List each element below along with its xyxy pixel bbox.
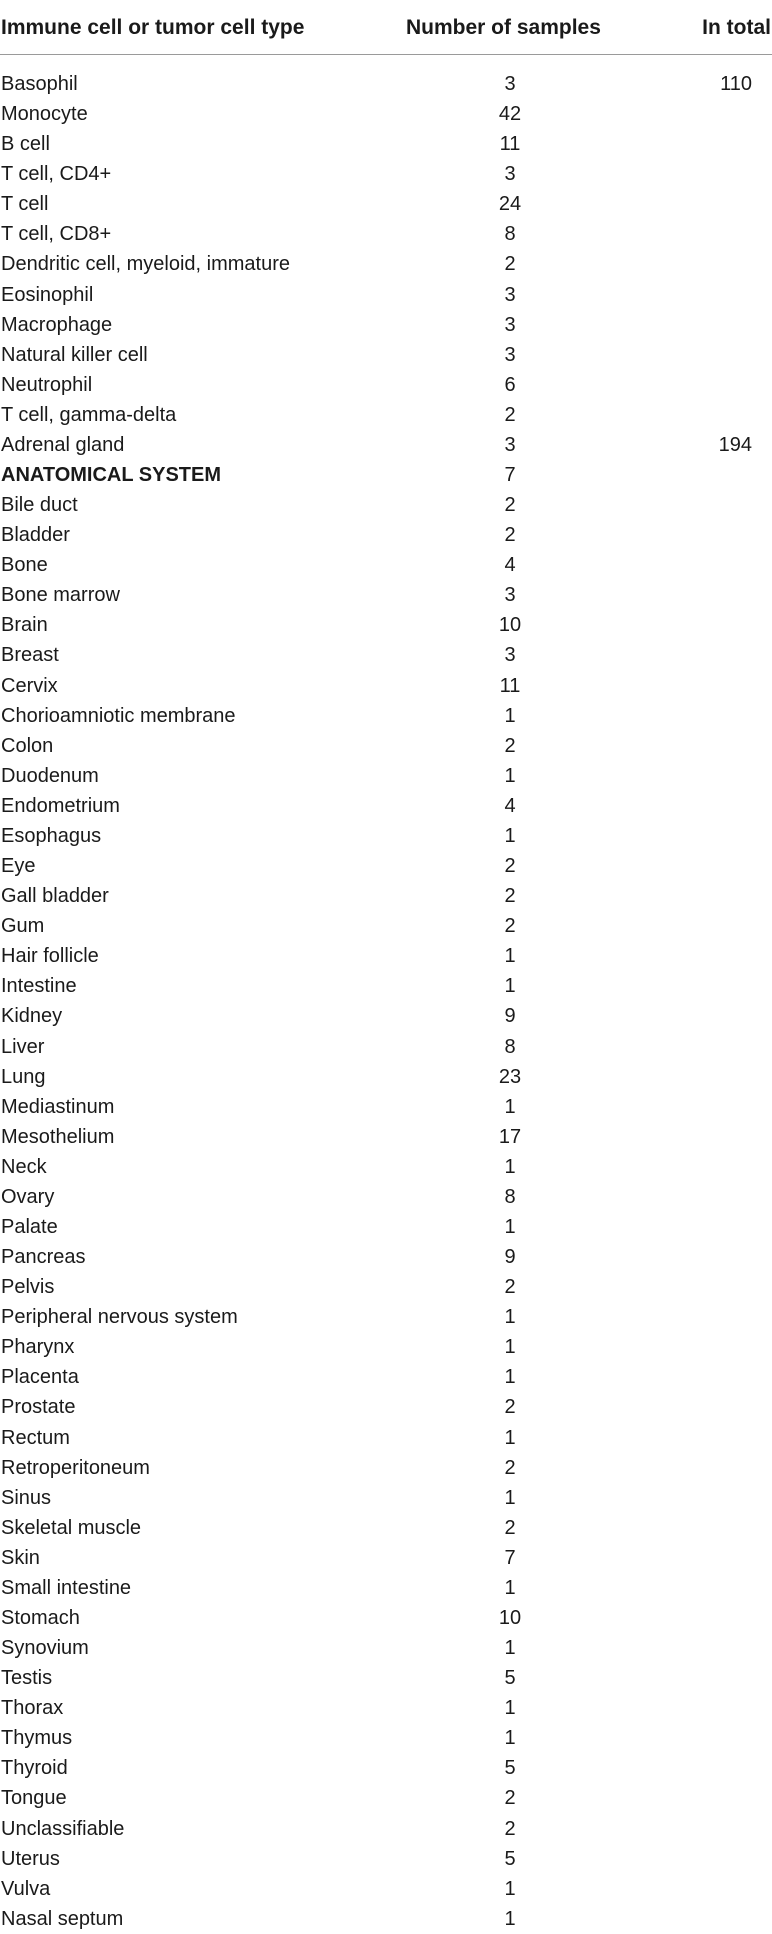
cell-sample-count: 8 (504, 223, 516, 246)
cell-sample-count: 2 (504, 734, 516, 757)
cell-sample-count: 3 (504, 584, 516, 607)
cell-sample-count: 17 (498, 1125, 522, 1148)
cell-type-name: Monocyte (1, 103, 88, 126)
table-row (0, 1573, 772, 1603)
cell-sample-count: 8 (504, 1035, 516, 1058)
table-row (0, 1242, 772, 1272)
cell-type-name: Vulva (1, 1877, 51, 1900)
cell-type-name: T cell (1, 193, 49, 216)
table-row (0, 851, 772, 881)
table-row (0, 430, 772, 460)
cell-type-name: Uterus (1, 1847, 60, 1870)
table-body (0, 69, 772, 1934)
cell-sample-count: 3 (504, 283, 516, 306)
table-row (0, 1423, 772, 1453)
cell-sample-count: 1 (504, 704, 516, 727)
cell-sample-count: 1 (504, 975, 516, 998)
cell-sample-count: 2 (504, 494, 516, 517)
cell-sample-count: 9 (504, 1246, 516, 1269)
cell-type-name: Mediastinum (1, 1095, 115, 1118)
table-row (0, 1212, 772, 1242)
table-row (0, 1392, 772, 1422)
table-row (0, 340, 772, 370)
cell-sample-count: 1 (504, 1366, 516, 1389)
cell-sample-count: 2 (504, 915, 516, 938)
table-row (0, 610, 772, 640)
cell-sample-count: 1 (504, 1215, 516, 1238)
cell-type-name: ANATOMICAL SYSTEM (1, 464, 222, 487)
cell-type-name: Synovium (1, 1637, 89, 1660)
cell-sample-count: 11 (499, 674, 521, 697)
table-row (0, 280, 772, 310)
table-row (0, 550, 772, 580)
cell-type-name: Gum (1, 915, 45, 938)
cell-type-name: Mesothelium (1, 1125, 115, 1148)
table-row (0, 941, 772, 971)
cell-sample-count: 1 (504, 1576, 516, 1599)
cell-sample-count: 2 (504, 885, 516, 908)
cell-sample-count: 2 (504, 1817, 516, 1840)
cell-type-name: Testis (1, 1667, 53, 1690)
cell-type-name: Pelvis (1, 1276, 55, 1299)
cell-sample-count: 3 (504, 343, 516, 366)
cell-type-name: Thyroid (1, 1757, 68, 1780)
cell-sample-count: 3 (504, 433, 516, 456)
cell-sample-count: 9 (504, 1005, 516, 1028)
table-row (0, 1332, 772, 1362)
cell-type-name: Thymus (1, 1727, 73, 1750)
cell-type-name: Nasal septum (1, 1907, 124, 1930)
cell-sample-count: 3 (504, 163, 516, 186)
cell-type-name: Bone marrow (1, 584, 120, 607)
table-row (0, 1603, 772, 1633)
cell-type-name: Retroperitoneum (1, 1456, 150, 1479)
cell-type-name: Breast (1, 644, 59, 667)
cell-sample-count: 3 (504, 73, 516, 95)
cell-sample-count: 1 (504, 1336, 516, 1359)
table-row (0, 520, 772, 550)
cell-type-name: Intestine (1, 975, 77, 998)
table-row (0, 881, 772, 911)
cell-type-name: Cervix (1, 674, 58, 697)
table-row (0, 1001, 772, 1031)
table-row (0, 1693, 772, 1723)
table-row (0, 671, 772, 701)
table-row (0, 1753, 772, 1783)
cell-sample-count: 1 (504, 1637, 516, 1660)
cell-type-name: Eye (1, 855, 36, 878)
cell-sample-count: 42 (498, 103, 522, 126)
table-row (0, 1483, 772, 1513)
cell-type-name: Macrophage (1, 313, 113, 336)
cell-sample-count: 7 (504, 1546, 516, 1569)
cell-sample-count: 5 (504, 1667, 516, 1690)
cell-sample-count: 1 (504, 945, 516, 968)
table-row (0, 791, 772, 821)
cell-type-name: Lung (1, 1065, 46, 1088)
table-row (0, 1362, 772, 1392)
cell-type-name: Small intestine (1, 1576, 132, 1599)
cell-type-name: Chorioamniotic membrane (1, 704, 236, 727)
table-row (0, 1182, 772, 1212)
table-row (0, 971, 772, 1001)
cell-sample-count: 2 (504, 253, 516, 276)
table-row (0, 129, 772, 159)
cell-sample-count: 10 (498, 614, 522, 637)
cell-sample-count: 2 (504, 1456, 516, 1479)
cell-sample-count: 4 (504, 794, 516, 817)
cell-type-name: Esophagus (1, 824, 102, 847)
cell-sample-count: 2 (504, 1276, 516, 1299)
cell-type-name: Skeletal muscle (1, 1516, 142, 1539)
table-row (0, 1663, 772, 1693)
table-row (0, 1723, 772, 1753)
cell-type-name: Stomach (1, 1606, 80, 1629)
cell-type-name: Endometrium (1, 794, 120, 817)
table-row (0, 400, 772, 430)
cell-sample-count: 3 (504, 644, 516, 667)
table-row (0, 1844, 772, 1874)
header-in-total: In total (702, 16, 771, 39)
cell-sample-count: 1 (504, 1907, 516, 1930)
table-row (0, 1513, 772, 1543)
cell-type-name: T cell, gamma-delta (1, 403, 177, 426)
table-row (0, 460, 772, 490)
cell-type-name: Hair follicle (1, 945, 99, 968)
cell-sample-count: 2 (504, 524, 516, 547)
cell-sample-count: 1 (504, 1727, 516, 1750)
cell-type-name: Peripheral nervous system (1, 1306, 238, 1329)
cell-sample-count: 1 (504, 1486, 516, 1509)
table-row (0, 1092, 772, 1122)
table-row (0, 1543, 772, 1573)
cell-sample-count: 7 (504, 464, 516, 487)
cell-type-name: Neutrophil (1, 373, 93, 396)
table-row (0, 1453, 772, 1483)
table-row (0, 1062, 772, 1092)
header-number-of-samples: Number of samples (406, 16, 601, 39)
cell-sample-count: 6 (504, 373, 516, 396)
cell-sample-count: 1 (504, 1426, 516, 1449)
cell-type-name: Pancreas (1, 1246, 86, 1269)
cell-in-total: 110 (720, 73, 752, 95)
cell-sample-count: 1 (504, 1155, 516, 1178)
cell-type-name: T cell, CD8+ (1, 223, 112, 246)
table-row (0, 1302, 772, 1332)
table-row (0, 1814, 772, 1844)
cell-sample-count: 11 (499, 133, 521, 156)
cell-sample-count: 1 (504, 1306, 516, 1329)
table-row (0, 911, 772, 941)
cell-sample-count: 10 (498, 1606, 522, 1629)
cell-type-name: Ovary (1, 1185, 55, 1208)
table-row (0, 640, 772, 670)
table-row (0, 490, 772, 520)
table-row (0, 1633, 772, 1663)
cell-type-name: Pharynx (1, 1336, 75, 1359)
table-row (0, 249, 772, 279)
cell-type-name: Neck (1, 1155, 47, 1178)
cell-sample-count: 23 (498, 1065, 522, 1088)
cell-type-name: Unclassifiable (1, 1817, 125, 1840)
cell-type-name: Placenta (1, 1366, 79, 1389)
cell-type-name: Thorax (1, 1697, 64, 1720)
cell-type-name: Kidney (1, 1005, 63, 1028)
header-cell-type: Immune cell or tumor cell type (1, 16, 305, 39)
table-row (0, 99, 772, 129)
cell-type-name: Bladder (1, 524, 70, 547)
table-row (0, 731, 772, 761)
cell-sample-count: 2 (504, 403, 516, 426)
table-row (0, 69, 772, 99)
table-row (0, 1272, 772, 1302)
cell-type-name: Palate (1, 1215, 58, 1238)
cell-type-name: Bone (1, 554, 48, 577)
cell-type-name: Brain (1, 614, 48, 637)
table-row (0, 370, 772, 400)
table-row (0, 1904, 772, 1934)
cell-sample-count: 3 (504, 313, 516, 336)
table-row (0, 1032, 772, 1062)
table-row (0, 310, 772, 340)
cell-type-name: Colon (1, 734, 54, 757)
table-row (0, 189, 772, 219)
cell-sample-count: 5 (504, 1847, 516, 1870)
table-row (0, 761, 772, 791)
cell-sample-count: 2 (504, 855, 516, 878)
cell-type-name: Bile duct (1, 494, 78, 517)
cell-type-name: Basophil (1, 73, 78, 95)
cell-type-name: Rectum (1, 1426, 70, 1449)
cell-type-name: Eosinophil (1, 283, 94, 306)
cell-type-name: Gall bladder (1, 885, 109, 908)
cell-sample-count: 2 (504, 1516, 516, 1539)
cell-sample-count: 5 (504, 1757, 516, 1780)
table-row (0, 821, 772, 851)
table-row (0, 1874, 772, 1904)
cell-sample-count: 1 (504, 1697, 516, 1720)
cell-sample-count: 4 (504, 554, 516, 577)
table-row (0, 580, 772, 610)
cell-sample-count: 24 (498, 193, 522, 216)
cell-sample-count: 1 (504, 764, 516, 787)
cell-sample-count: 1 (504, 1877, 516, 1900)
cell-type-name: Natural killer cell (1, 343, 148, 366)
table-row (0, 1783, 772, 1813)
table-row (0, 701, 772, 731)
cell-in-total: 194 (718, 433, 752, 456)
cell-type-name: B cell (1, 133, 50, 156)
table-row (0, 1152, 772, 1182)
table-row (0, 1122, 772, 1152)
cell-type-name: Prostate (1, 1396, 76, 1419)
cell-type-name: Skin (1, 1546, 40, 1569)
cell-sample-count: 2 (504, 1396, 516, 1419)
cell-type-name: Tongue (1, 1787, 67, 1810)
cell-type-name: T cell, CD4+ (1, 163, 112, 186)
cell-sample-count: 8 (504, 1185, 516, 1208)
cell-type-name: Duodenum (1, 764, 99, 787)
table-header (0, 0, 772, 55)
table-row (0, 159, 772, 189)
cell-type-name: Liver (1, 1035, 45, 1058)
cell-type-name: Dendritic cell, myeloid, immature (1, 253, 290, 276)
cell-sample-count: 1 (504, 824, 516, 847)
cell-sample-count: 1 (504, 1095, 516, 1118)
cell-type-name: Adrenal gland (1, 433, 125, 456)
cell-type-name: Sinus (1, 1486, 52, 1509)
cell-sample-count: 2 (504, 1787, 516, 1810)
table-row (0, 219, 772, 249)
